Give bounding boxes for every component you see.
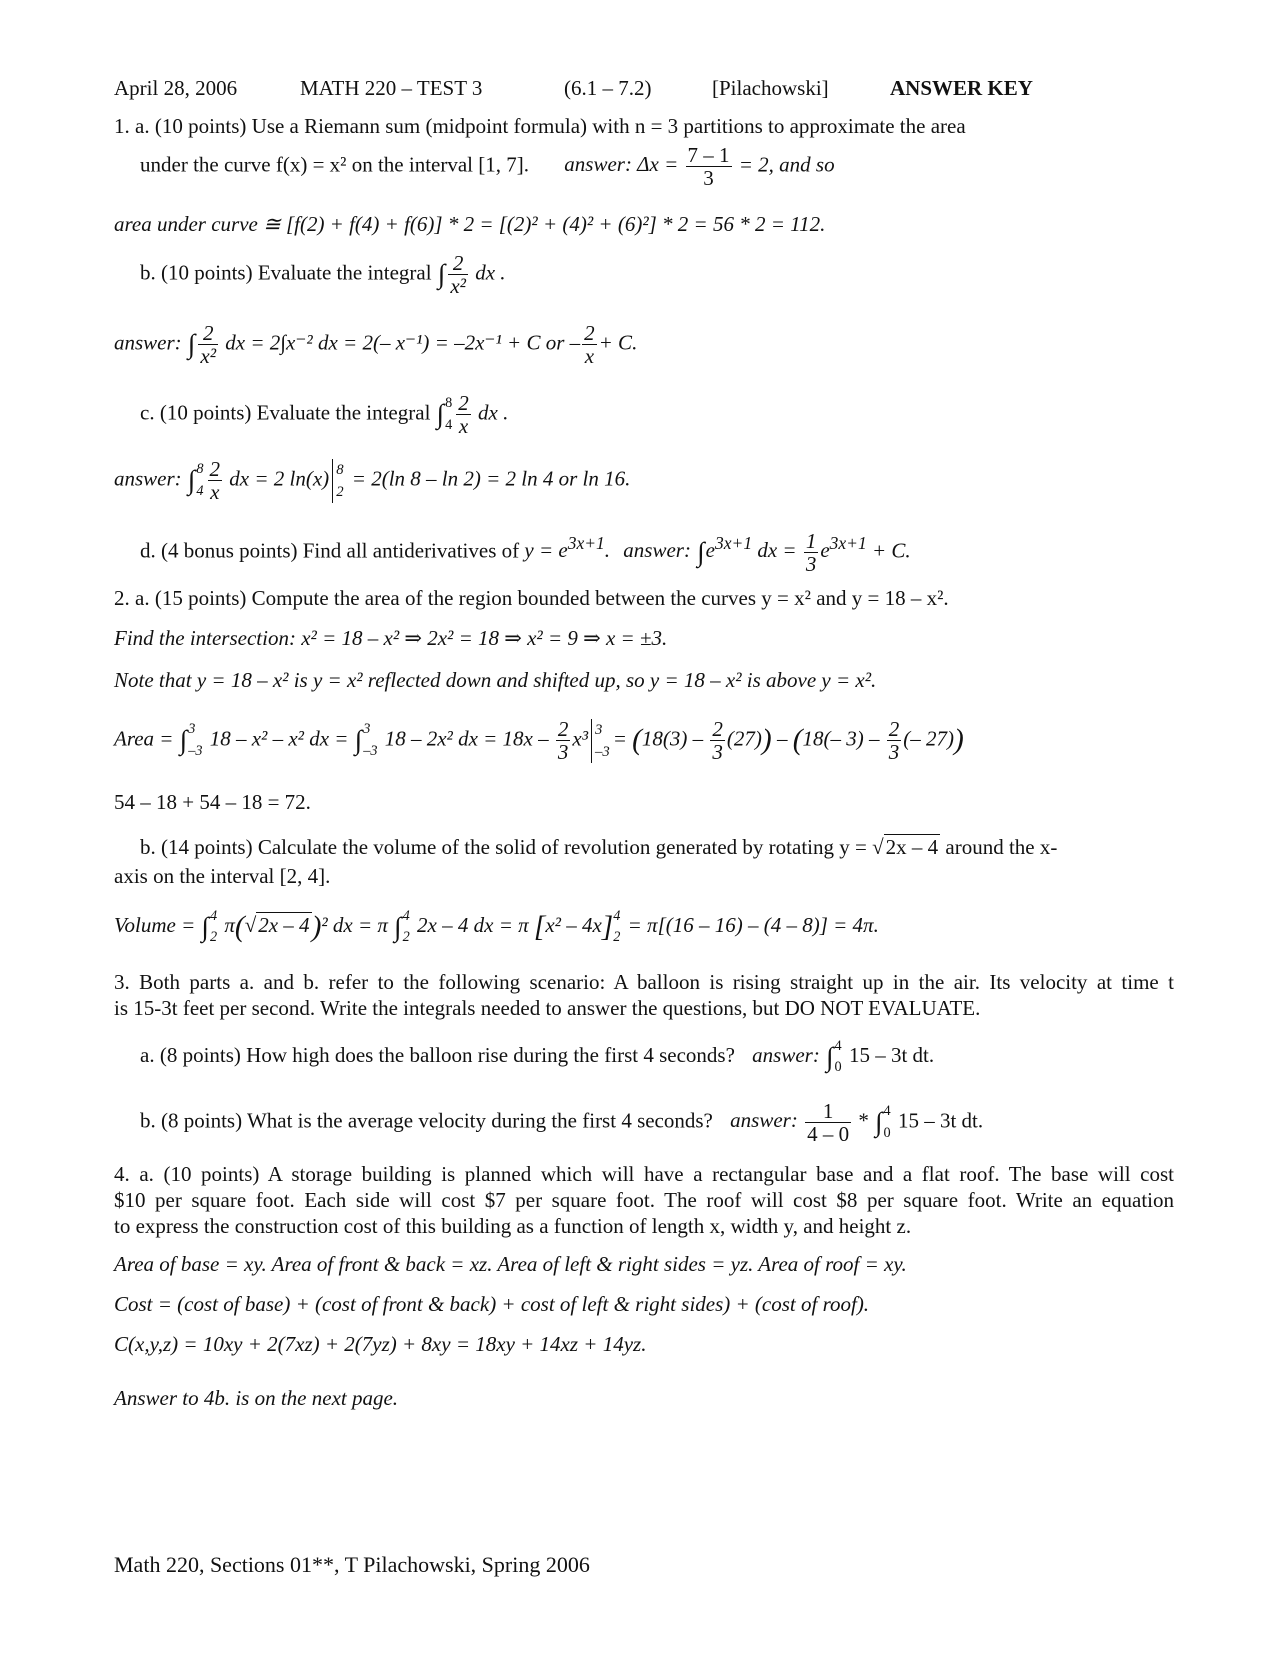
q3b-answer-label: answer: [730, 1108, 798, 1133]
header-course: MATH 220 – TEST 3 [300, 76, 483, 100]
q2b-prompt2: axis on the interval [2, 4]. [114, 864, 331, 888]
q4-note: Answer to 4b. is on the next page. [114, 1386, 399, 1410]
q2a-note: Note that y = 18 – x² is y = x² reflected down and shifted up, so y = 18 – x² is above y = x². [114, 668, 877, 692]
integral-sign: ∫ [187, 465, 196, 496]
q3a-prompt: a. (8 points) How high does the balloon rise during the first 4 seconds? [140, 1043, 735, 1068]
q1d-answer-label: answer: [623, 538, 691, 563]
q1a-answer-label: answer: Δx = [564, 152, 679, 177]
q4-prompt3: to express the construction cost of this building as a function of length x, width y, and height z. [114, 1214, 912, 1238]
q1c-answer-mid: dx = 2 ln(x) [229, 466, 330, 491]
header-sections: (6.1 – 7.2) [564, 76, 652, 100]
q4-prompt1: 4. a. (10 points) A storage building is planned which will have a rectangular base and a flat roof. The base will cost [114, 1162, 1174, 1186]
q2b-volume-label: Volume = [114, 913, 196, 938]
integral-sign: ∫ [179, 725, 188, 756]
q1b-fraction: $\frac{2}{\text{x²}}$ [450, 251, 466, 299]
q1a-frac-den: 3 [703, 166, 714, 191]
q2a-area-label: Area = [114, 726, 174, 751]
integral-sign: ∫ [394, 912, 402, 943]
header-title: ANSWER KEY [890, 76, 1033, 100]
integral-sign: ∫ [875, 1107, 883, 1138]
q1b-answer-mid: dx = 2∫x⁻² dx = 2(– x⁻¹) = –2x⁻¹ + C or – [225, 330, 581, 355]
eval-bar: 3 –3 [591, 719, 610, 763]
q2a-area-line: Area = ∫ 3 –3 18 – x² – x² dx = ∫ 3 –3 18 – 2x² dx = 18x – $\frac{2}{3}$ x³ 3 –3 = (18(3) – $\frac{2}{3}$ (27)) – (18(– 3) – $\frac{2}{3}$ (– 27)) [114, 717, 964, 765]
q1d-line: d. (4 bonus points) Find all antiderivatives of $y = e^{3x+1}$. answer: $\int e^{3x+1}$ dx = $\frac{1}{3}$ $e^{3x+1} + C$. [140, 529, 911, 577]
q1a-frac-num: 7 – 1 [687, 143, 730, 167]
q3-intro1: 3. Both parts a. and b. refer to the following scenario: A balloon is rising straight up in the air. Its velocity at time t [114, 970, 1174, 994]
q1c-prompt: c. (10 points) Evaluate the integral [140, 400, 431, 425]
q3a-line: a. (8 points) How high does the balloon rise during the first 4 seconds? answer: ∫ 4 0 15 – 3t dt. [140, 1038, 935, 1076]
q3a-answer: 15 – 3t dt. [848, 1043, 935, 1068]
q1b-prompt: b. (10 points) Evaluate the integral [140, 260, 432, 285]
integral-sign: ∫ [354, 725, 363, 756]
q4-answer1: Area of base = xy. Area of front & back = xz. Area of left & right sides = yz. Area of roof = xy. [114, 1252, 907, 1276]
q2a-prompt: 2. a. (15 points) Compute the area of the region bounded between the curves y = x² and y = 18 – x². [114, 586, 949, 610]
integral-sign: ∫ [826, 1042, 834, 1073]
q1a-answer-tail: = 2, and so [738, 152, 835, 177]
q2b-prompt-tail: around the x- [945, 835, 1058, 859]
q1a-fraction [686, 144, 732, 189]
q1d-prompt: d. (4 bonus points) Find all antiderivatives of [140, 538, 520, 563]
q1b-prompt-line: b. (10 points) Evaluate the integral ∫ $\frac{2}{\text{x²}}$ dx . [140, 251, 506, 299]
q2a-intersection: Find the intersection: x² = 18 – x² ⇒ 2x² = 18 ⇒ x² = 9 ⇒ x = ±3. [114, 626, 668, 650]
q4-prompt2: $10 per square foot. Each side will cost $7 per square foot. The roof will cost $8 per square foot. Write an equation [114, 1188, 1174, 1212]
integral-sign: ∫ [437, 259, 446, 290]
q1b-answer-end: + C. [598, 330, 638, 355]
q4-answer3: C(x,y,z) = 10xy + 2(7xz) + 2(7yz) + 8xy = 18xy + 14xz + 14yz. [114, 1332, 647, 1356]
integral-sign: ∫ [436, 399, 445, 430]
q1a-prompt-line2 [140, 144, 835, 189]
q1a-prompt: 1. a. (10 points) Use a Riemann sum (midpoint formula) with n = 3 partitions to approximate the area [114, 114, 966, 138]
q1c-answer-end: = 2(ln 8 – ln 2) = 2 ln 4 or ln 16. [351, 466, 631, 491]
header-date: April 28, 2006 [114, 76, 238, 100]
q2b-prompt-line: b. (14 points) Calculate the volume of the solid of revolution generated by rotating y = √2x – 4 around the x- [140, 835, 1058, 859]
integral-sign: ∫ [697, 537, 705, 568]
q3b-fraction: $\frac{1}{4 - 0}$ [807, 1099, 850, 1147]
q3a-answer-label: answer: [752, 1043, 820, 1068]
q1c-prompt-line: c. (10 points) Evaluate the integral ∫ 8 4 $\frac{2}{x}$ dx . [140, 391, 509, 439]
q1b-answer-line: answer: ∫ $\frac{2}{\text{x²}}$ dx = 2∫x⁻² dx = 2(– x⁻¹) = –2x⁻¹ + C or – $\frac{2}{x}$ + C. [114, 321, 638, 369]
q3b-line: b. (8 points) What is the average velocity during the first 4 seconds? answer: $\frac{1}{4 - 0}$ * ∫ 4 0 15 – 3t dt. [140, 1099, 984, 1147]
q2a-arith: 54 – 18 + 54 – 18 = 72. [114, 790, 311, 814]
page-footer: Math 220, Sections 01**, T Pilachowski, Spring 2006 [114, 1552, 590, 1577]
q2b-volume-end: = π[(16 – 16) – (4 – 8)] = 4π. [627, 913, 879, 938]
eval-bar: 8 2 [332, 459, 343, 503]
q3b-answer: 15 – 3t dt. [897, 1108, 984, 1133]
integral-sign: ∫ [201, 912, 209, 943]
q1b-answer-label: answer: [114, 330, 182, 355]
q3-intro2: is 15-3t feet per second. Write the integrals needed to answer the questions, but DO NOT EVALUATE. [114, 996, 981, 1020]
q1a-prompt2: under the curve f(x) = x² on the interval [1, 7]. [140, 152, 530, 177]
header-instructor: [Pilachowski] [712, 76, 829, 100]
q1c-answer-line: answer: ∫ 8 4 $\frac{2}{x}$ dx = 2 ln(x) 8 2 = 2(ln 8 – ln 2) = 2 ln 4 or ln 16. [114, 457, 631, 505]
q2b-prompt: b. (14 points) Calculate the volume of the solid of revolution generated by rotating y = [140, 835, 867, 859]
q3b-prompt: b. (8 points) What is the average velocity during the first 4 seconds? [140, 1108, 713, 1133]
q1a-area-line: area under curve ≅ [f(2) + f(4) + f(6)] * 2 = [(2)² + (4)² + (6)²] * 2 = 56 * 2 = 112. [114, 212, 826, 236]
q4-answer2: Cost = (cost of base) + (cost of front & back) + cost of left & right sides) + (cost of roof). [114, 1292, 870, 1316]
q1c-answer-label: answer: [114, 466, 182, 491]
q2b-volume-line: Volume = ∫ 4 2 π(√2x – 4)² dx = π ∫ 4 2 2x – 4 dx = π [x² – 4x] 4 2 = π[(16 – 16) – (4 – 8)] = 4π. [114, 908, 879, 946]
integral-sign: ∫ [187, 329, 196, 360]
q1d-answer-end: + C. [871, 538, 911, 563]
